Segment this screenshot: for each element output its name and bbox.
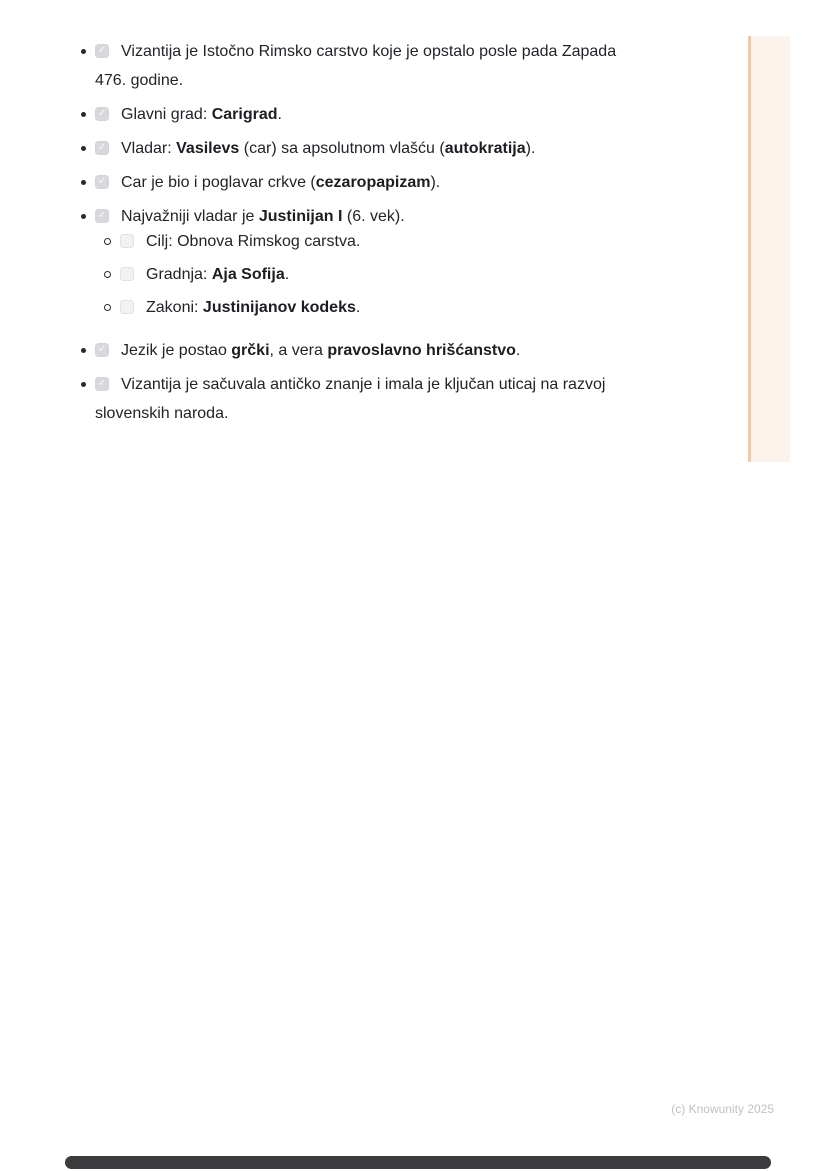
text-segment: Najvažniji vladar je: [121, 208, 259, 225]
text-segment: Vasilevs: [176, 140, 240, 157]
text-line: [146, 233, 360, 250]
item-text: [121, 174, 440, 191]
checkbox-unchecked-icon[interactable]: [120, 300, 134, 314]
disc-bullet-icon: [81, 146, 86, 151]
checkbox-checked-icon[interactable]: [95, 343, 109, 357]
text-segment: Justinijanov kodeks: [202, 299, 356, 316]
text-line: [121, 208, 405, 225]
checkbox-unchecked-icon[interactable]: [120, 234, 134, 248]
text-line: [121, 174, 440, 191]
checkbox-checked-icon[interactable]: [95, 377, 109, 391]
text-segment: Vizantija je Istočno Rimsko carstvo koje je opstalo posle pada Zapada: [121, 43, 617, 60]
item-text: [121, 342, 520, 359]
item-text: [95, 43, 627, 95]
check-icon: ✓: [97, 378, 107, 389]
checklist-item: [120, 260, 627, 289]
text-segment: slovenskih naroda.: [95, 405, 229, 422]
disc-bullet-icon: [81, 214, 86, 219]
disc-bullet-icon: [81, 382, 86, 387]
item-text: [146, 233, 360, 250]
text-segment: .: [515, 342, 521, 359]
text-line: [146, 266, 289, 283]
checkbox-checked-icon[interactable]: [95, 141, 109, 155]
checklist-item: [95, 134, 627, 163]
checklist-item: [95, 37, 627, 95]
horizontal-scrollbar-thumb[interactable]: [65, 1156, 771, 1169]
item-text: [121, 140, 535, 157]
checklist-item: [95, 168, 627, 197]
checklist-item: [95, 370, 627, 428]
disc-bullet-icon: [81, 348, 86, 353]
checkbox-checked-icon[interactable]: [95, 209, 109, 223]
text-line: [95, 66, 627, 95]
text-segment: Zakoni:: [146, 299, 203, 316]
checklist-item: [120, 227, 627, 256]
text-segment: Cilj: Obnova Rimskog carstva.: [146, 233, 361, 250]
checklist-item: [120, 293, 627, 322]
item-text: [95, 376, 627, 428]
text-segment: Gradnja:: [146, 266, 212, 283]
disc-bullet-icon: [81, 112, 86, 117]
item-text: [146, 299, 360, 316]
check-icon: ✓: [97, 210, 107, 221]
side-accent-bar: [748, 36, 790, 462]
check-icon: ✓: [97, 344, 107, 355]
text-line: [121, 140, 535, 157]
text-segment: ).: [525, 140, 536, 157]
text-segment: Vizantija je sačuvala antičko znanje i imala je ključan uticaj na razvoj: [121, 376, 606, 393]
text-segment: Justinijan I: [258, 208, 343, 225]
text-segment: Vladar:: [121, 140, 177, 157]
check-icon: ✓: [97, 176, 107, 187]
checkbox-checked-icon[interactable]: [95, 107, 109, 121]
text-segment: pravoslavno hrišćanstvo: [327, 342, 516, 359]
text-segment: (6. vek).: [342, 208, 405, 225]
item-text: [146, 266, 289, 283]
text-segment: .: [277, 106, 282, 123]
text-segment: .: [284, 266, 290, 283]
text-segment: Carigrad: [211, 106, 278, 123]
check-icon: ✓: [97, 142, 107, 153]
check-icon: ✓: [97, 45, 107, 56]
text-segment: autokratija: [444, 140, 526, 157]
item-text: [121, 106, 282, 123]
text-line: [95, 399, 627, 428]
circle-bullet-icon: [104, 271, 111, 278]
text-segment: .: [355, 299, 361, 316]
text-line: [146, 299, 360, 316]
item-text: [121, 208, 405, 225]
text-line: [121, 342, 520, 359]
text-segment: 476. godine.: [95, 72, 184, 89]
text-line: [121, 106, 282, 123]
text-segment: , a vera: [269, 342, 328, 359]
circle-bullet-icon: [104, 238, 111, 245]
check-icon: ✓: [97, 108, 107, 119]
text-segment: cezaropapizam: [315, 174, 431, 191]
circle-bullet-icon: [104, 304, 111, 311]
checkbox-checked-icon[interactable]: [95, 44, 109, 58]
sub-checklist: [120, 227, 627, 326]
text-segment: Jezik je postao: [121, 342, 232, 359]
text-segment: Car je bio i poglavar crkve (: [121, 174, 316, 191]
disc-bullet-icon: [81, 49, 86, 54]
checklist: [95, 37, 627, 433]
checklist-item: [95, 336, 627, 365]
text-line: [121, 43, 616, 60]
checklist-item: [95, 100, 627, 129]
disc-bullet-icon: [81, 180, 86, 185]
checkbox-unchecked-icon[interactable]: [120, 267, 134, 281]
text-segment: Glavni grad:: [121, 106, 212, 123]
text-segment: ).: [430, 174, 441, 191]
copyright-text: (c) Knowunity 2025: [671, 1102, 774, 1116]
text-line: [121, 376, 605, 393]
text-segment: grčki: [231, 342, 270, 359]
text-segment: (car) sa apsolutnom vlašću (: [239, 140, 445, 157]
checkbox-checked-icon[interactable]: [95, 175, 109, 189]
text-segment: Aja Sofija: [211, 266, 285, 283]
